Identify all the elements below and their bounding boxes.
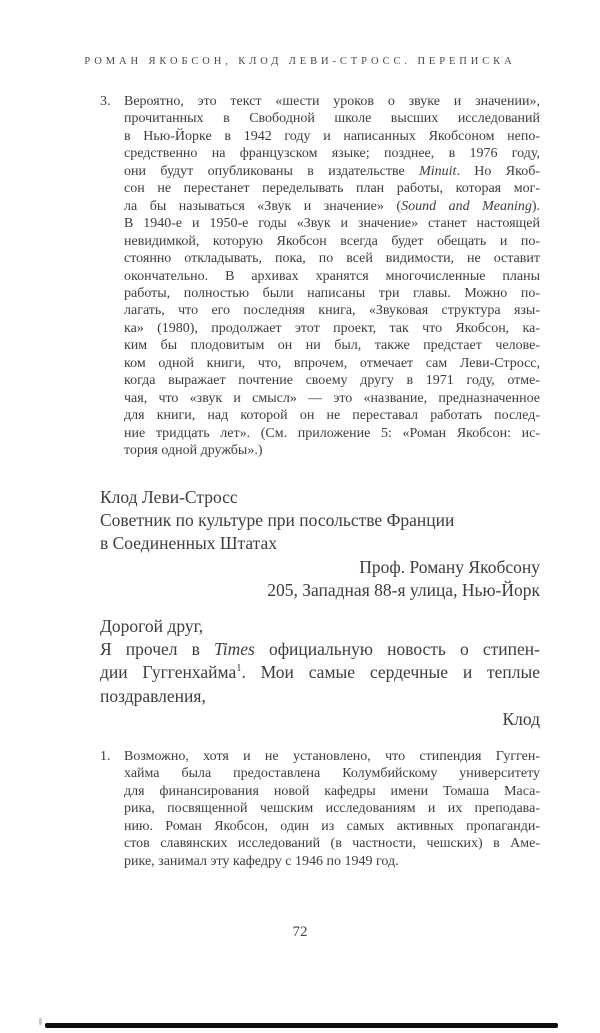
text-line: стоянно откладывать, пока, по всей видимости, не оставит: [124, 251, 540, 267]
text-line: стов славянских исследований (в частности, чешских) в Аме-: [124, 836, 540, 852]
text-line: ние тридцать лет». (См. приложение 5: «Роман Якобсон: ис-: [124, 425, 540, 441]
text-line: работы, полностью были написаны три главы. Можно по-: [124, 285, 540, 301]
letter-salutation: Дорогой друг,: [100, 616, 204, 636]
text-line: Клод Леви-Стросс: [100, 487, 238, 507]
text-line: ка» (1980), продолжает этот проект, так что Якобсон, ка-: [124, 320, 540, 336]
text-line: хайма была предоставлена Колумбийскому университету: [124, 766, 540, 782]
footnote-1: [100, 748, 540, 870]
text-line: в Нью-Йорке в 1942 году и написанных Якобсоном непо-: [124, 128, 540, 144]
text-line: чая, что «звук и смысл» — это «название, предназначенное: [124, 390, 540, 406]
text-line: окончательно. В архивах хранятся многочисленные планы: [124, 268, 540, 284]
letter-signature: Клод: [502, 708, 540, 729]
letter-body-text: [100, 638, 540, 708]
text-line: Советник по культуре при посольстве Франции: [100, 510, 455, 531]
text-line: для финансирования новой кафедры имени Томаша Маса-: [124, 783, 540, 799]
text-line: ла бы называться «Звук и значение» (Sound and Meaning).: [124, 198, 541, 214]
letter-sender: [100, 486, 540, 556]
text-line: тория одной дружбы».): [124, 443, 263, 459]
text-line: дии Гуггенхайма$^1$. Мои самые сердечные и теплые: [100, 662, 541, 683]
text-line: сон не перестанет переделывать план работы, которая мог-: [124, 181, 540, 197]
text-line: лагать, что его последняя книга, «Звуковая структура язы-: [124, 303, 540, 319]
text-line: они будут опубликованы в издательстве Minuit. Но Якоб-: [124, 163, 540, 179]
text-line: ким бы плодовитым он ни был, также предстает челове-: [124, 338, 540, 354]
footnote-1-text: [124, 748, 540, 870]
text-line: невидимкой, которую Якобсон всегда будет обещать и по-: [124, 233, 540, 249]
page-number: 72: [292, 924, 308, 940]
text-line: 205, Западная 88-я улица, Нью-Йорк: [267, 579, 540, 600]
text-line: Я прочел в Times официальную новость о стипен-: [100, 639, 540, 660]
text-line: ком одной книги, что, впрочем, отмечает сам Леви-Стросс,: [124, 355, 540, 371]
running-header: РОМАН ЯКОБСОН, КЛОД ЛЕВИ-СТРОСС. ПЕРЕПИСКА: [84, 56, 516, 67]
text-line: прочитанных в Свободной школе высших исследований: [124, 111, 540, 127]
text-line: рика, посвященной чешским исследованиям и их преподава-: [124, 801, 540, 817]
text-line: нию. Роман Якобсон, один из самых активных пропаганди-: [124, 818, 540, 834]
text-line: Проф. Роману Якобсону: [359, 556, 540, 577]
scan-artifact-tick: [39, 1018, 42, 1025]
text-line: В 1940-е и 1950-е годы «Звук и значение» станет настоящей: [124, 216, 540, 232]
text-line: Вероятно, это текст «шести уроков о звуке и значении»,: [124, 94, 540, 109]
footnote-3-text: [124, 93, 540, 460]
text-line: средственно на французском языке; позднее, в 1976 году,: [124, 146, 540, 162]
text-line: рике, занимал эту кафедру с 1946 по 1949 год.: [124, 853, 399, 869]
letter-recipient: [100, 556, 540, 602]
text-line: для книги, над которой он не переставал работать послед-: [124, 408, 540, 424]
page-edge-shadow: [45, 1023, 558, 1028]
text-line: поздравления,: [100, 685, 206, 706]
footnote-3-number: 3.: [100, 94, 111, 109]
letter-body: [100, 615, 540, 731]
text-line: Возможно, хотя и не установлено, что стипендия Гугген-: [124, 749, 540, 764]
letter-header: [100, 486, 540, 602]
footnote-1-number: 1.: [100, 749, 111, 764]
text-line: в Соединенных Штатах: [100, 533, 278, 554]
text-line: когда выражает почтение своему другу в 1971 году, отме-: [124, 373, 540, 389]
footnote-3: [100, 93, 540, 460]
